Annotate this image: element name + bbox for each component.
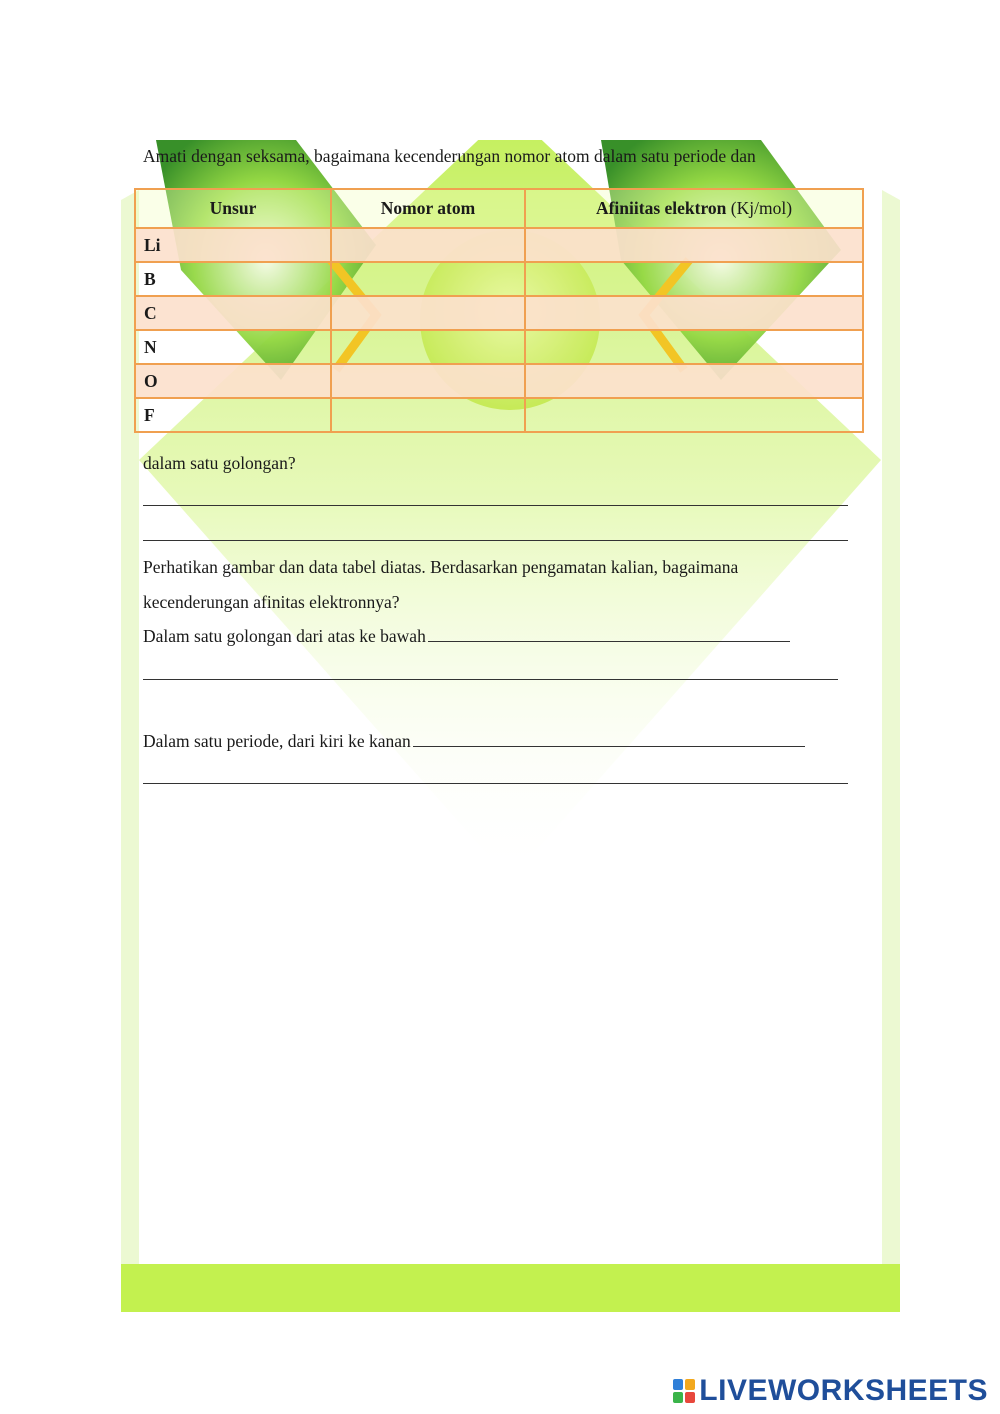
afinitas-cell[interactable] <box>525 330 863 364</box>
continuation-question: dalam satu golongan? <box>143 453 296 473</box>
afinitas-cell[interactable] <box>525 398 863 432</box>
table-row-c <box>135 296 863 330</box>
golongan-prompt-line <box>143 626 790 646</box>
header-nomor-atom: Nomor atom <box>331 189 525 228</box>
table-row-n <box>135 330 863 364</box>
element-cell: C <box>135 296 331 330</box>
intro-question: Amati dengan seksama, bagaimana kecenderungan nomor atom dalam satu periode dan <box>143 146 756 166</box>
golongan-answer-line[interactable] <box>143 679 838 680</box>
nomor-atom-cell[interactable] <box>331 262 525 296</box>
table-row-b <box>135 262 863 296</box>
header-unsur: Unsur <box>135 189 331 228</box>
question-2-line-1: Perhatikan gambar dan data tabel diatas. Berdasarkan pengamatan kalian, bagaimana <box>143 557 739 577</box>
table-header-row <box>135 189 863 228</box>
nomor-atom-cell[interactable] <box>331 330 525 364</box>
element-cell: F <box>135 398 331 432</box>
answer-line-2[interactable] <box>143 540 848 541</box>
element-cell: N <box>135 330 331 364</box>
question-2-line-2: kecenderungan afinitas elektronnya? <box>143 592 400 612</box>
electron-affinity-table <box>134 188 864 433</box>
header-afinitas-unit: (Kj/mol) <box>730 198 793 218</box>
nomor-atom-cell[interactable] <box>331 398 525 432</box>
periode-answer-blank[interactable] <box>413 746 805 747</box>
golongan-prompt: Dalam satu golongan dari atas ke bawah <box>143 626 426 646</box>
periode-prompt: Dalam satu periode, dari kiri ke kanan <box>143 731 411 751</box>
nomor-atom-cell[interactable] <box>331 296 525 330</box>
bottom-green-band <box>121 1264 900 1312</box>
table-row-f <box>135 398 863 432</box>
liveworksheets-logo <box>673 1374 988 1408</box>
nomor-atom-cell[interactable] <box>331 228 525 262</box>
element-cell: Li <box>135 228 331 262</box>
table-row-o <box>135 364 863 398</box>
table-row-li <box>135 228 863 262</box>
nomor-atom-cell[interactable] <box>331 364 525 398</box>
element-cell: O <box>135 364 331 398</box>
worksheet-page <box>121 140 900 1312</box>
header-afinitas <box>525 189 863 228</box>
periode-prompt-line <box>143 731 805 751</box>
afinitas-cell[interactable] <box>525 296 863 330</box>
afinitas-cell[interactable] <box>525 262 863 296</box>
element-cell: B <box>135 262 331 296</box>
periode-answer-line[interactable] <box>143 783 848 784</box>
liveworksheets-logo-text: LIVEWORKSHEETS <box>699 1374 988 1407</box>
answer-line-1[interactable] <box>143 505 848 506</box>
afinitas-cell[interactable] <box>525 228 863 262</box>
header-afinitas-label: Afiniitas elektron <box>595 198 727 218</box>
golongan-answer-blank[interactable] <box>428 641 790 642</box>
afinitas-cell[interactable] <box>525 364 863 398</box>
liveworksheets-logo-icon <box>673 1379 695 1403</box>
